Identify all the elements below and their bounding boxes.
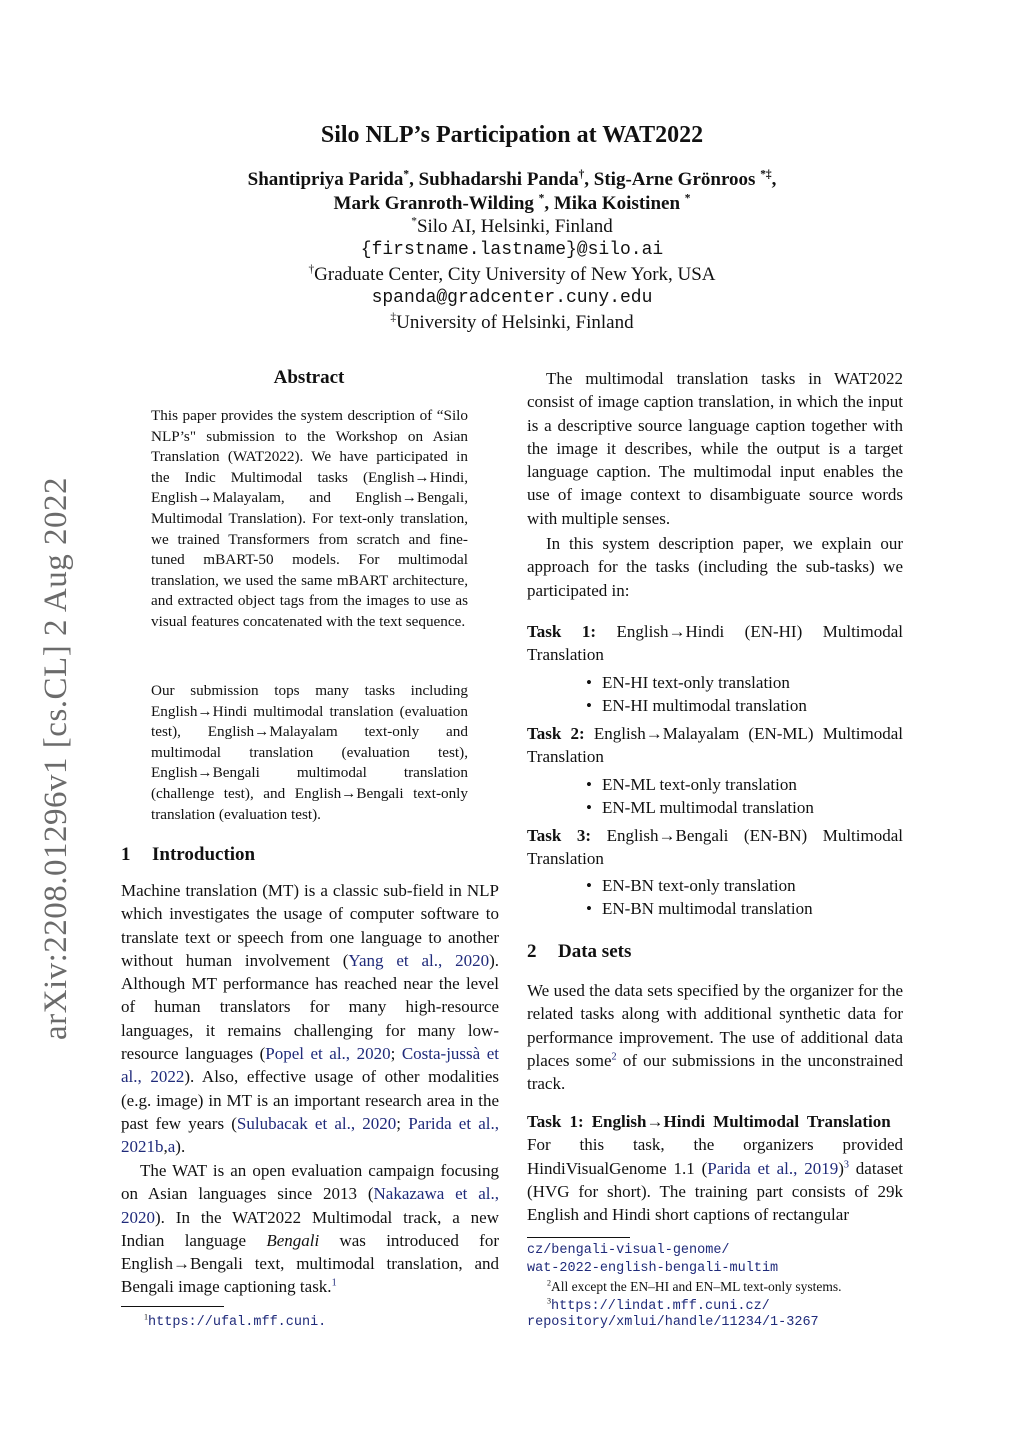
affiliation-text: University of Helsinki, Finland xyxy=(396,312,634,333)
text: ). xyxy=(175,1137,186,1157)
citation-link[interactable]: Yang et al., 2020 xyxy=(348,950,490,970)
footnote-url-continuation[interactable]: cz/bengali-visual-genome/ xyxy=(527,1243,730,1258)
task-3-bullet-2: • EN-BN multimodal translation xyxy=(586,899,813,918)
author-name: Shantipriya Parida xyxy=(247,169,404,190)
text: For this task, the organizers provided HindiVisualGenome 1.1 ( xyxy=(527,1135,903,1178)
author-mark: * xyxy=(403,168,410,181)
task-2-bullet-1: • EN-ML text-only translation xyxy=(586,775,797,794)
task-label: Task 3: xyxy=(527,826,592,845)
task-1-bullet-2: • EN-HI multimodal translation xyxy=(586,696,807,715)
task-label: Task 2: xyxy=(527,724,585,743)
footnote-2 xyxy=(547,1278,842,1296)
bullet-text: EN-ML multimodal translation xyxy=(602,798,814,817)
text: of our submissions in the unconstrained track. xyxy=(527,1050,904,1094)
section-heading-data-sets xyxy=(527,941,631,963)
footnote-rule xyxy=(527,1237,630,1238)
right-paragraph-1: The multimodal translation tasks in WAT2022 consist of image caption translation, in which the input is a descriptive source language caption together with the image it describes, while the output is a target language caption. The multimodal input enables the use of image context to disambiguate source words with multiple senses. xyxy=(527,369,903,528)
author-name: Mark Granroth-Wilding xyxy=(333,193,534,214)
task-description: English→Malayalam (EN-ML) Multimodal Translation xyxy=(527,724,903,767)
paper-title: Silo NLP’s Participation at WAT2022 xyxy=(320,122,704,148)
footnote-ref[interactable]: 3 xyxy=(843,1158,849,1170)
section-title: Introduction xyxy=(152,844,256,865)
task-item-2 xyxy=(527,722,903,769)
author-mark: *‡ xyxy=(760,168,772,181)
footnote-mark: 2 xyxy=(547,1278,552,1288)
footnote-url-link[interactable]: repository/xmlui/handle/11234/1-3267 xyxy=(527,1315,819,1330)
footnote-mark: 3 xyxy=(547,1296,552,1306)
citation-link[interactable]: Costa-jussà et al., 2022 xyxy=(121,1044,499,1087)
abstract-paragraph-1: This paper provides the system description of “Silo NLP’s" submission to the Workshop on Asian Translation (WAT2022). We have participated in the Indic Multimodal tasks (English→Hindi, English→Malayalam, and English→Bengali, Multimodal Translation). For text-only translation, we trained Transformers from scratch and fine-tuned mBART-50 models. For multimodal translation, we used the same mBART architecture, and extracted object tags from the images to use as visual features concatenated with the text sequence. xyxy=(151,407,468,630)
section-heading-introduction xyxy=(121,844,255,866)
affiliation-mark: † xyxy=(308,263,315,276)
affiliation-mark: * xyxy=(411,215,417,228)
task-3-bullet-1: • EN-BN text-only translation xyxy=(586,876,796,895)
task-item-1 xyxy=(527,620,903,667)
footnote-3 xyxy=(547,1296,770,1316)
section-title: Data sets xyxy=(558,941,632,962)
task-item-3 xyxy=(527,824,903,871)
author-line-2: Mark Granroth-Wilding *, Mika Koistinen * xyxy=(333,192,691,214)
text: ; xyxy=(396,1113,409,1133)
citation-link[interactable]: Sulubacak et al., 2020 xyxy=(236,1113,397,1133)
datasets-paragraph-1 xyxy=(527,979,903,1095)
author-name: Stig-Arne Grönroos xyxy=(593,169,756,190)
bullet-text: EN-BN text-only translation xyxy=(602,876,796,895)
text: ). Although MT performance has reached near the level of human translators for many high-resource languages, it remains challenging for many low-resource languages ( xyxy=(121,950,499,1064)
bullet-text: EN-HI multimodal translation xyxy=(602,696,807,715)
bullet-text: EN-HI text-only translation xyxy=(602,673,790,692)
author-mark: † xyxy=(578,168,585,181)
bullet-text: EN-BN multimodal translation xyxy=(602,899,813,918)
author-name: Mika Koistinen xyxy=(553,193,681,214)
intro-paragraph-2 xyxy=(121,1159,499,1299)
text: ). Also, effective usage of other modalities (e.g. image) in MT is an important research area in the past few years ( xyxy=(121,1067,499,1133)
affiliation-2 xyxy=(0,264,1024,286)
footnote-1 xyxy=(144,1312,326,1332)
text: The WAT is an open evaluation campaign focusing on Asian languages since 2013 ( xyxy=(121,1161,499,1204)
footnote-url-continuation[interactable]: wat-2022-english-bengali-multim xyxy=(527,1261,779,1276)
text: ; xyxy=(390,1044,402,1064)
author-mark: * xyxy=(538,192,545,205)
task-description: English→Bengali (EN-BN) Multimodal Translation xyxy=(527,826,903,869)
text: was introduced for English→Bengali text, multimodal translation, and Bengali image captioning task. xyxy=(121,1230,499,1297)
section-number: 1 xyxy=(121,844,131,865)
author-name: Subhadarshi Panda xyxy=(418,169,579,190)
email-1: {firstname.lastname}@silo.ai xyxy=(360,240,664,260)
footnote-url-link[interactable]: https://lindat.mff.cuni.cz/ xyxy=(551,1299,770,1314)
footnote-text: All except the EN–HI and EN–ML text-only systems. xyxy=(551,1279,842,1294)
footnote-ref[interactable]: 1 xyxy=(331,1277,337,1289)
citation-link[interactable]: a xyxy=(167,1137,176,1157)
citation-link[interactable]: Parida et al., 2021b xyxy=(121,1113,500,1157)
intro-paragraph-1 xyxy=(121,879,499,1159)
footnote-mark: 1 xyxy=(144,1312,149,1322)
task-1-bullet-1: • EN-HI text-only translation xyxy=(586,673,790,692)
task-description: English→Hindi (EN-HI) Multimodal Translation xyxy=(527,622,904,665)
citation-link[interactable]: Nakazawa et al., 2020 xyxy=(121,1184,499,1227)
section-number: 2 xyxy=(527,941,537,962)
right-paragraph-2: In this system description paper, we explain our approach for the tasks (including the sub-tasks) we participated in: xyxy=(527,534,903,600)
emphasis: Bengali xyxy=(266,1230,320,1250)
affiliation-3 xyxy=(0,312,1024,334)
text: We used the data sets specified by the organizer for the related tasks along with additional synthetic data for performance improvement. The use of additional data places some xyxy=(527,981,903,1070)
paragraph-heading: Task 1: English→Hindi Multimodal Translation xyxy=(527,1112,891,1131)
affiliation-mark: ‡ xyxy=(390,311,397,324)
author-line-1: Shantipriya Parida*, Subhadarshi Panda†, Stig-Arne Grönroos *‡, xyxy=(247,168,777,190)
affiliation-1 xyxy=(0,216,1024,238)
text: ) xyxy=(838,1158,844,1178)
email-2: spanda@gradcenter.cuny.edu xyxy=(371,288,653,308)
affiliation-text: Silo AI, Helsinki, Finland xyxy=(416,216,613,237)
text: dataset (HVG for short). The training part consists of 29k English and Hindi short captions of rectangular xyxy=(527,1158,903,1225)
datasets-task1-paragraph xyxy=(527,1110,903,1226)
affiliation-text: Graduate Center, City University of New York, USA xyxy=(314,264,716,285)
bullet-text: EN-ML text-only translation xyxy=(602,775,797,794)
footnote-rule xyxy=(121,1306,224,1307)
abstract-heading: Abstract xyxy=(273,367,345,388)
text: , xyxy=(163,1137,168,1157)
task-2-bullet-2: • EN-ML multimodal translation xyxy=(586,798,814,817)
text: ). In the WAT2022 Multimodal track, a new Indian language xyxy=(121,1207,499,1250)
citation-link[interactable]: Popel et al., 2020 xyxy=(265,1044,391,1064)
abstract-paragraph-2: Our submission tops many tasks including English→Hindi multimodal translation (evaluation test), English→Malayalam text-only and multimodal translation (evaluation test), English→Bengali multimodal translation (challenge test), and English→Bengali text-only translation (evaluation test). xyxy=(151,682,468,823)
citation-link[interactable]: Parida et al., 2019 xyxy=(707,1158,839,1178)
footnote-ref[interactable]: 2 xyxy=(611,1051,617,1063)
author-mark: * xyxy=(684,192,691,205)
text: Machine translation (MT) is a classic sub-field in NLP which investigates the usage of computer software to translate text or speech from one language to another without human involvement ( xyxy=(121,881,499,970)
footnote-url-link[interactable]: https://ufal.mff.cuni. xyxy=(148,1315,327,1330)
task-label: Task 1: xyxy=(527,622,596,641)
arxiv-stamp: arXiv:2208.01296v1 [cs.CL] 2 Aug 2022 xyxy=(38,477,74,1040)
